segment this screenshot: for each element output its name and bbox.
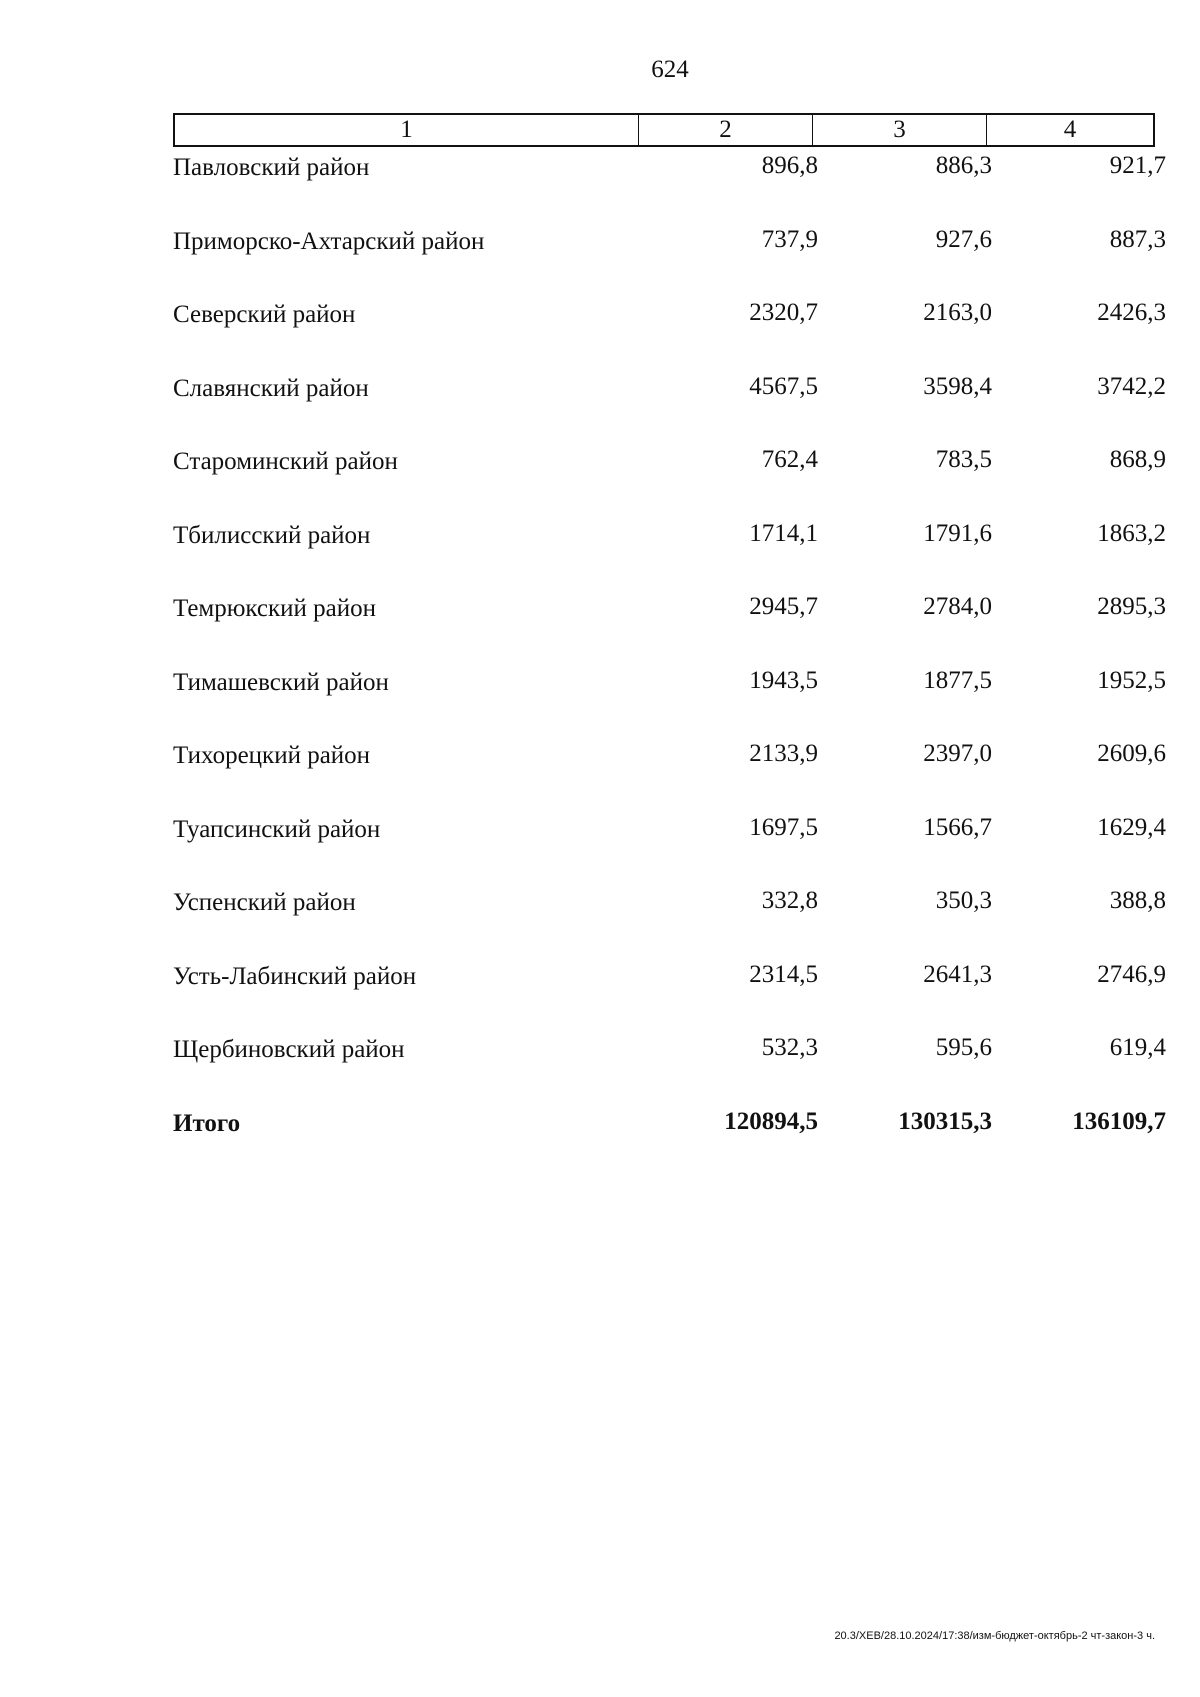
row-value-3: 927,6 [935,225,992,253]
row-value-2: 2945,7 [749,593,818,620]
row-value-4: 619,4 [1109,1034,1166,1061]
row-value-4: 2609,6 [1097,740,1166,767]
table-row [173,591,1166,665]
row-value-3: 2397,0 [923,740,992,767]
row-value-3: 783,5 [935,446,992,473]
table-row [173,150,1166,224]
row-value-2: 532,3 [761,1034,818,1061]
row-value-2: 4567,5 [749,372,818,400]
row-value-2: 1714,1 [749,519,818,547]
row-value-3: 2163,0 [923,299,992,326]
table-row [173,885,1166,959]
table-row [173,738,1166,812]
row-value-3: 1877,5 [923,666,992,694]
row-value-3: 595,6 [935,1034,992,1061]
row-value-3: 2784,0 [923,593,992,620]
row-value-3: 3598,4 [923,372,992,400]
total-label: Итого [173,1109,241,1137]
row-name: Тимашевский район [173,668,389,696]
header-col-1: 1 [175,115,639,145]
row-value-4: 2895,3 [1097,593,1166,620]
row-name: Славянский район [173,374,369,402]
row-value-4: 3742,2 [1097,372,1166,400]
table-row [173,959,1166,1033]
row-value-3: 1791,6 [923,519,992,547]
row-name: Тбилисский район [173,521,371,549]
row-value-4: 921,7 [1109,152,1166,179]
header-col-3: 3 [813,115,987,145]
row-value-3: 2641,3 [923,960,992,988]
table-row [173,1032,1166,1106]
total-value-2: 120894,5 [724,1107,818,1135]
footer-stamp: 20.3/ХЕВ/28.10.2024/17:38/изм-бюджет-октябрь-2 чт-закон-3 ч. [834,1630,1155,1642]
row-value-2: 1697,5 [749,813,818,841]
row-value-4: 1863,2 [1097,519,1166,547]
row-value-4: 868,9 [1109,446,1166,473]
row-name: Темрюкский район [173,595,377,622]
table-row [173,371,1166,445]
row-value-4: 1629,4 [1097,813,1166,841]
row-name: Староминский район [173,448,398,475]
row-name: Тихорецкий район [173,742,371,769]
row-value-4: 388,8 [1109,887,1166,914]
row-value-2: 2314,5 [749,960,818,988]
page-number: 624 [651,56,689,83]
row-name: Северский район [173,301,356,328]
row-name: Успенский район [173,889,356,916]
row-value-4: 2426,3 [1097,299,1166,326]
row-value-3: 350,3 [935,887,992,914]
total-row [173,1106,1166,1180]
row-value-2: 2320,7 [749,299,818,326]
table-header [173,113,1155,147]
row-value-2: 332,8 [761,887,818,914]
total-value-4: 136109,7 [1072,1107,1166,1135]
row-value-2: 737,9 [761,225,818,253]
row-value-2: 2133,9 [749,740,818,767]
row-value-4: 887,3 [1109,225,1166,253]
row-value-4: 2746,9 [1097,960,1166,988]
row-value-3: 1566,7 [923,813,992,841]
row-value-2: 762,4 [761,446,818,473]
table-row [173,665,1166,739]
row-value-4: 1952,5 [1097,666,1166,694]
table-row [173,297,1166,371]
header-col-2: 2 [639,115,813,145]
table-body [173,150,1166,1179]
table-row [173,224,1166,298]
row-value-3: 886,3 [935,152,992,179]
table-row [173,812,1166,886]
table-row [173,518,1166,592]
row-name: Приморско-Ахтарский район [173,227,485,255]
row-name: Усть-Лабинский район [173,962,417,990]
total-value-3: 130315,3 [898,1107,992,1135]
header-col-4: 4 [1063,116,1077,143]
table-row [173,444,1166,518]
row-value-2: 896,8 [761,152,818,179]
row-value-2: 1943,5 [749,666,818,694]
row-name: Щербиновский район [173,1036,405,1063]
row-name: Туапсинский район [173,815,381,843]
row-name: Павловский район [173,154,370,181]
